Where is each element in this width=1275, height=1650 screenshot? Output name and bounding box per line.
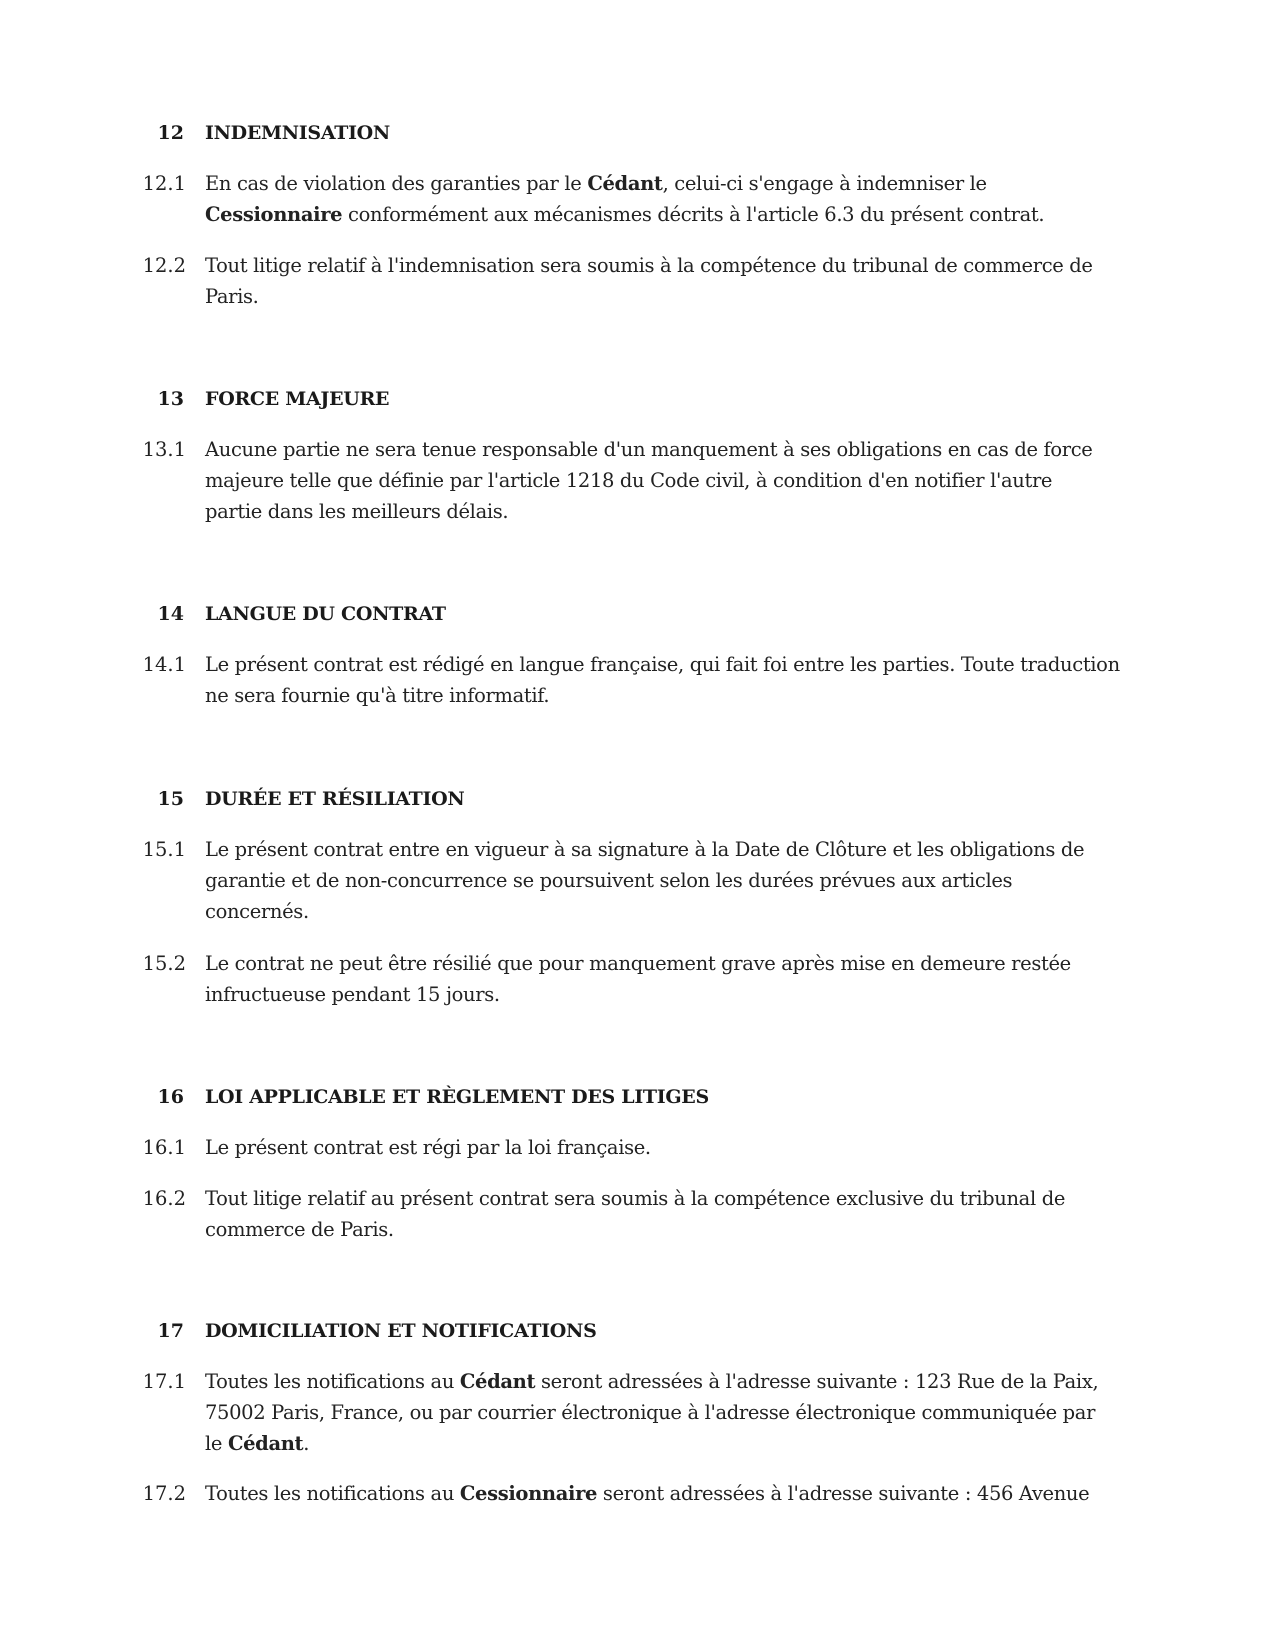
section-title: DOMICILIATION ET NOTIFICATIONS	[205, 1320, 597, 1342]
party-name: Cédant	[227, 1432, 304, 1455]
section-number: 16	[157, 1086, 184, 1108]
clause-line: 75002 Paris, France, ou par courrier électronique à l'adresse électronique communiquée par	[205, 1401, 1096, 1424]
section-title: FORCE MAJEURE	[205, 388, 390, 410]
clause-text	[205, 1478, 1145, 1509]
clause-number: 14.1	[142, 653, 186, 676]
clause-line: Tout litige relatif au présent contrat sera soumis à la compétence exclusive du tribunal de	[205, 1187, 1066, 1210]
party-name: Cédant	[459, 1370, 536, 1393]
section-number: 17	[157, 1320, 184, 1342]
clause-text	[205, 1183, 1145, 1245]
clause-line: Aucune partie ne sera tenue responsable d'un manquement à ses obligations en cas de force	[205, 438, 1093, 461]
section-title: LANGUE DU CONTRAT	[205, 603, 446, 625]
clause-number: 15.1	[142, 838, 186, 861]
clause-number: 17.2	[142, 1482, 186, 1505]
clause-line: infructueuse pendant 15 jours.	[205, 983, 500, 1006]
section-number: 15	[157, 788, 184, 810]
party-name: Cédant	[587, 172, 663, 195]
clause-text	[205, 250, 1145, 312]
clause-line: garantie et de non-concurrence se poursuivent selon les durées prévues aux articles	[205, 869, 1013, 892]
clause-text	[205, 168, 1145, 230]
clause-line: le Cédant.	[205, 1432, 310, 1455]
clause-number: 17.1	[142, 1370, 186, 1393]
party-name: Cessionnaire	[205, 203, 343, 226]
clause-text	[205, 1366, 1145, 1459]
clause-line: Paris.	[205, 285, 259, 308]
clause-line: commerce de Paris.	[205, 1218, 394, 1241]
clause-text	[205, 834, 1145, 927]
clause-number: 16.1	[142, 1136, 186, 1159]
clause-line: majeure telle que définie par l'article 1218 du Code civil, à condition d'en notifier l'autre	[205, 469, 1053, 492]
clause-line: En cas de violation des garanties par le Cédant, celui-ci s'engage à indemniser le	[205, 172, 987, 195]
clause-number: 12.2	[142, 254, 186, 277]
clause-text	[205, 649, 1145, 711]
section-title: DURÉE ET RÉSILIATION	[205, 788, 465, 810]
clause-line: Le présent contrat entre en vigueur à sa signature à la Date de Clôture et les obligations de	[205, 838, 1085, 861]
clause-number: 16.2	[142, 1187, 186, 1210]
section-number: 12	[157, 122, 184, 144]
clause-line: Cessionnaire conformément aux mécanismes décrits à l'article 6.3 du présent contrat.	[205, 203, 1045, 226]
section-title: INDEMNISATION	[205, 122, 390, 144]
clause-text	[205, 948, 1145, 1010]
clause-line: Tout litige relatif à l'indemnisation sera soumis à la compétence du tribunal de commerce de	[205, 254, 1093, 277]
clause-number: 13.1	[142, 438, 186, 461]
party-name: Cessionnaire	[459, 1482, 598, 1505]
section-title: LOI APPLICABLE ET RÈGLEMENT DES LITIGES	[205, 1086, 709, 1108]
clause-line: Le présent contrat est régi par la loi française.	[205, 1136, 651, 1159]
clause-line: Toutes les notifications au Cessionnaire seront adressées à l'adresse suivante : 456 Avenue	[205, 1482, 1090, 1505]
clause-number: 15.2	[142, 952, 186, 975]
clause-text	[205, 434, 1145, 527]
clause-line: Le contrat ne peut être résilié que pour manquement grave après mise en demeure restée	[205, 952, 1071, 975]
clause-text	[205, 1132, 1145, 1163]
clause-line: ne sera fournie qu'à titre informatif.	[205, 684, 550, 707]
section-number: 14	[157, 603, 184, 625]
clause-line: Toutes les notifications au Cédant seront adressées à l'adresse suivante : 123 Rue de la Paix,	[205, 1370, 1099, 1393]
clause-line: Le présent contrat est rédigé en langue française, qui fait foi entre les parties. Toute traduction	[205, 653, 1120, 676]
clause-line: concernés.	[205, 900, 309, 923]
clause-number: 12.1	[142, 172, 186, 195]
section-number: 13	[157, 388, 184, 410]
clause-line: partie dans les meilleurs délais.	[205, 500, 509, 523]
